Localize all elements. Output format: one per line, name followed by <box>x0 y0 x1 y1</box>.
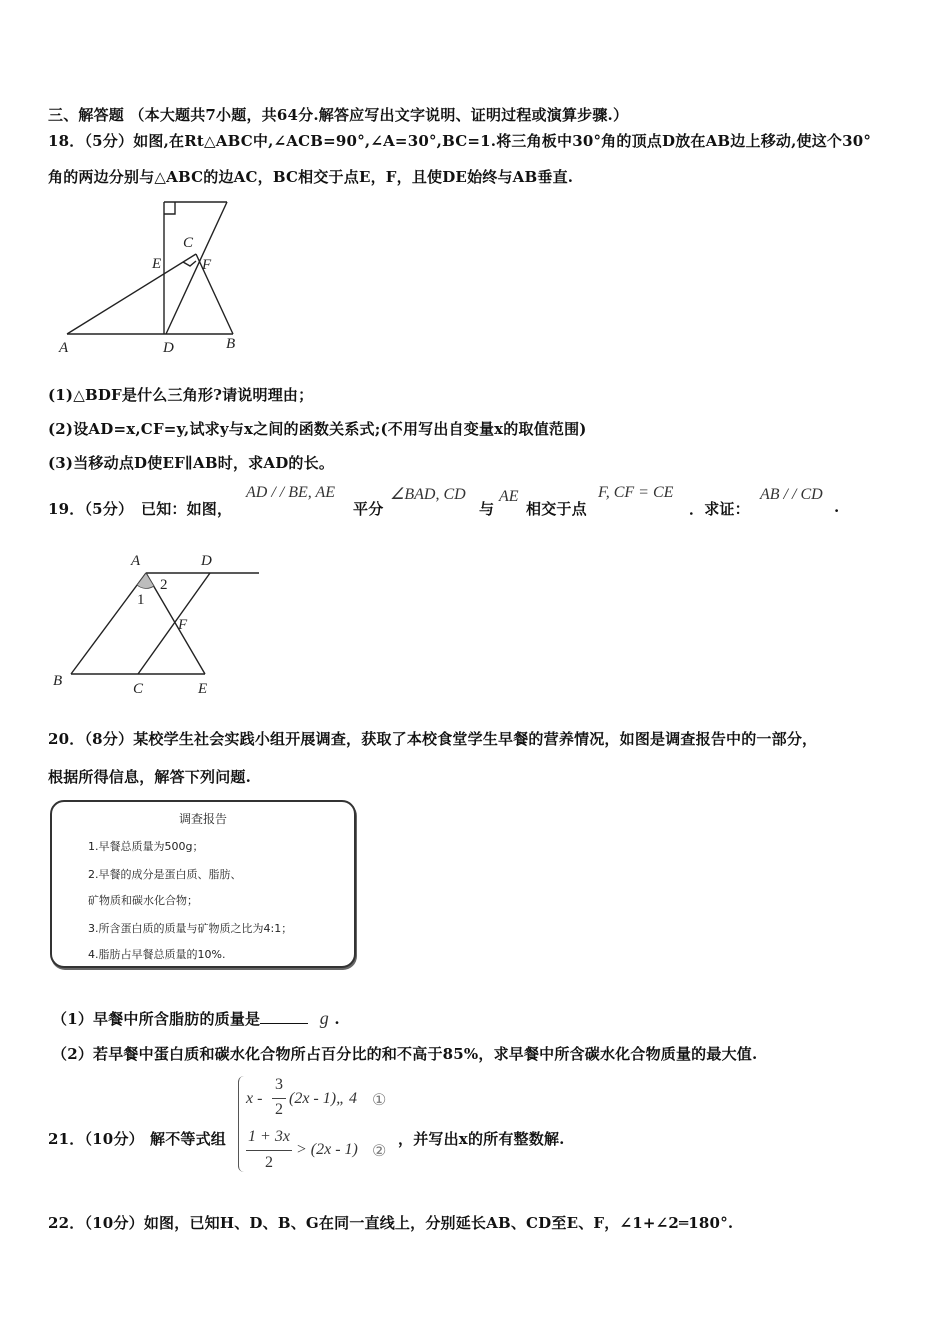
q21-ineq2-mark: ② <box>372 1143 387 1160</box>
q19-segment-ae <box>146 573 205 674</box>
q22-text-1: 如图，已知H、D、B、G在同一直线上，分别延长AB、CD至E、F，∠1+∠2═180°. <box>143 1214 734 1232</box>
q18-label-b: B <box>226 336 236 352</box>
q20-text-1: 某校学生社会实践小组开展调查，获取了本校食堂学生早餐的营养情况，如图是调查报告中的一部分， <box>133 730 818 748</box>
q18-figure <box>55 196 255 361</box>
q20-sub1-text: （1）早餐中所含脂肪的质量是 <box>52 1010 261 1028</box>
q18-sub1: (1)△BDF是什么三角形?请说明理由； <box>48 386 314 404</box>
q20-sub2: （2）若早餐中蛋白质和碳水化合物所占百分比的和不高于85%，求早餐中所含碳水化合物质量的最大值. <box>52 1045 758 1063</box>
q19-text-3: 与 <box>479 500 495 518</box>
q19-label-d: D <box>201 553 212 569</box>
q19-label-f: F <box>178 617 188 633</box>
section-title: 三、解答题 （本大题共7小题，共64分.解答应写出文字说明、证明过程或演算步骤.） <box>48 106 629 124</box>
q21-ineq1-mark: ① <box>372 1092 387 1109</box>
q18-text-line2: 角的两边分别与△ABC的边AC，BC相交于点E，F，且使DE始终与AB垂直. <box>48 168 574 186</box>
q20-text-line1 <box>48 728 817 749</box>
q18-sub3: (3)当移动点D使EF∥AB时，求AD的长。 <box>48 454 335 472</box>
q21-text-1: 解不等式组 <box>150 1130 227 1148</box>
q21-ineq2-rest: > (2x - 1) <box>296 1141 358 1158</box>
q19-math-3: AE <box>499 488 519 505</box>
q18-sub2: (2)设AD=x,CF=y,试求y与x之间的函数关系式;(不用写出自变量x的取值范围) <box>48 420 587 438</box>
q21-ineq2-num: 1 + 3x <box>248 1128 290 1145</box>
q20-sub1-unit: g <box>319 1008 329 1028</box>
q21-ineq1-num: 3 <box>275 1076 283 1093</box>
q19-label-e: E <box>198 681 208 697</box>
survey-report-line: 1.早餐总质量为500g； <box>88 840 204 853</box>
q19-label-angle-1: 1 <box>137 592 145 608</box>
q21-ineq2-fraction-bar <box>246 1150 292 1151</box>
q19-label-c: C <box>133 681 144 697</box>
survey-report-box <box>50 800 356 968</box>
q19-math-4: F, CF = CE <box>598 484 674 501</box>
q18-number: 18．（5分） <box>48 132 134 150</box>
q21-ineq1-den: 2 <box>275 1101 283 1118</box>
q19-math-5: AB / / CD <box>760 486 823 503</box>
q18-right-angle-square <box>164 202 175 214</box>
q19-label-a: A <box>131 553 141 569</box>
q19-segment-ab <box>71 573 146 674</box>
q19-text-1: 已知：如图， <box>141 500 233 518</box>
q18-label-d: D <box>163 340 174 356</box>
q21-ineq1-x: x - <box>246 1090 263 1107</box>
q18-text-1: 如图,在Rt△ABC中,∠ACB=90°,∠A=30°,BC=1.将三角板中30°角的顶点D放在AB边上移动,使这个30° <box>133 132 872 150</box>
q20-sub1 <box>52 1008 340 1029</box>
q22-number: 22．（10分） <box>48 1214 144 1232</box>
q19-number: 19．（5分） <box>48 500 134 518</box>
survey-report-line: 3.所含蛋白质的质量与矿物质之比为4:1； <box>88 922 293 935</box>
q21-text-2: ，并写出x的所有整数解. <box>398 1130 565 1148</box>
q18-segment-ac <box>67 254 196 334</box>
q18-text-line1 <box>48 130 871 151</box>
q21-ineq1-fraction-bar <box>272 1098 286 1099</box>
q19-text-4: 相交于点 <box>526 500 587 518</box>
q20-sub1-period: . <box>334 1010 340 1028</box>
q18-label-e: E <box>152 256 162 272</box>
q19-label-angle-2: 2 <box>160 577 168 593</box>
q18-label-f: F <box>202 257 212 273</box>
q18-label-c: C <box>183 235 194 251</box>
survey-report-line: 4.脂肪占早餐总质量的10%. <box>88 948 226 961</box>
q19-label-b: B <box>53 673 63 689</box>
q19-math-2: ∠BAD, CD <box>390 486 466 503</box>
q20-number: 20．（8分） <box>48 730 134 748</box>
q21-ineq2-den: 2 <box>265 1154 273 1171</box>
q19-math-1: AD / / BE, AE <box>246 484 336 501</box>
survey-report-title: 调查报告 <box>178 812 227 826</box>
q19-text-6: . <box>834 498 840 516</box>
q19-text-5: ．求证： <box>689 500 750 518</box>
q21-number: 21．（10分） <box>48 1130 144 1148</box>
q18-label-a: A <box>59 340 69 356</box>
q19-text-2: 平分 <box>353 500 384 518</box>
q21-ineq1-rest: (2x - 1)„ 4 <box>289 1090 357 1107</box>
q20-text-line2: 根据所得信息，解答下列问题. <box>48 768 252 786</box>
q19-figure <box>45 545 270 705</box>
q18-right-angle-c <box>183 261 196 266</box>
q18-segment-df <box>166 202 227 334</box>
answer-blank <box>260 1009 308 1024</box>
survey-report-line: 矿物质和碳水化合物； <box>88 894 198 907</box>
q22-text <box>48 1212 733 1233</box>
survey-report-line: 2.早餐的成分是蛋白质、脂肪、 <box>88 868 242 881</box>
